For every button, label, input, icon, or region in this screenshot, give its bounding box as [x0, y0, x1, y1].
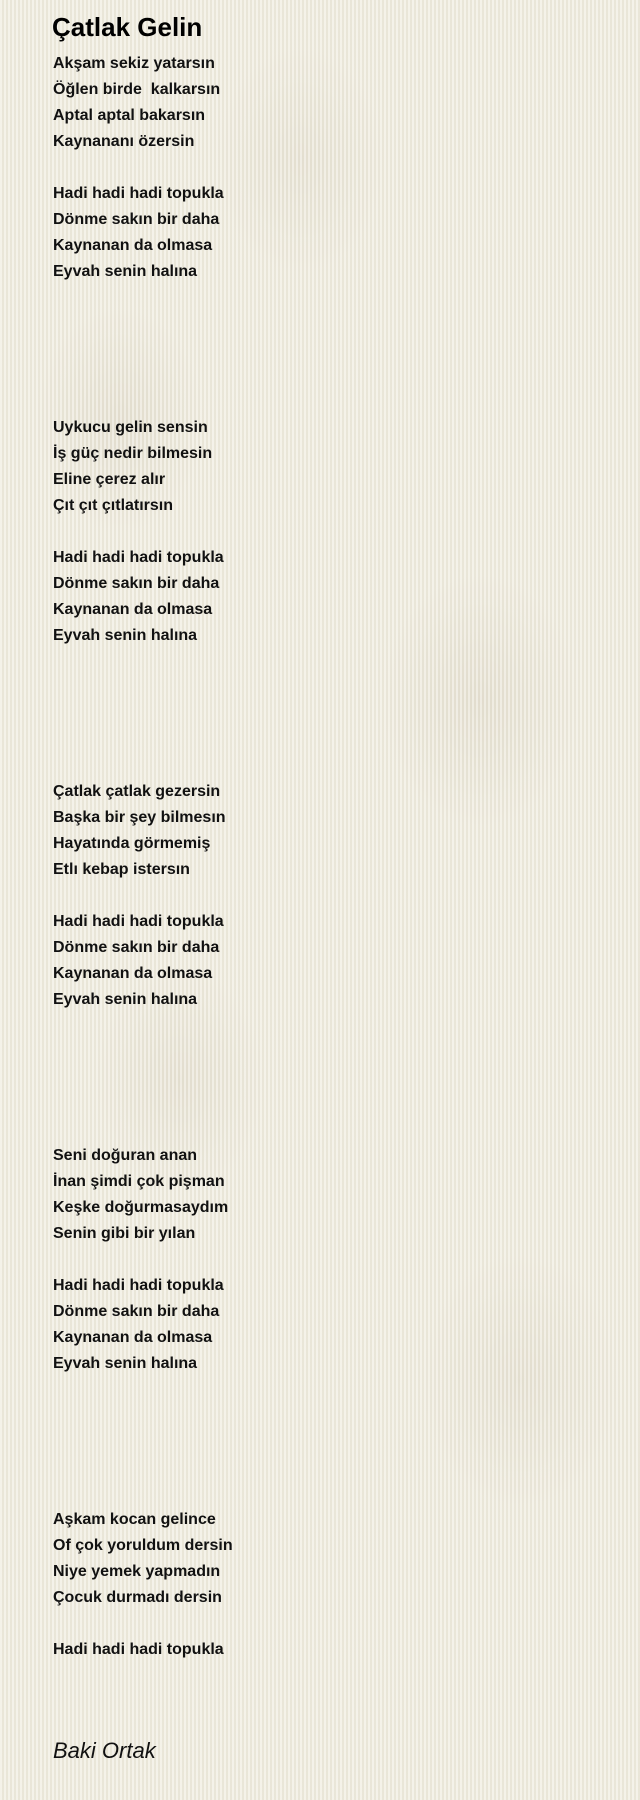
stanza-spacer — [53, 1247, 613, 1273]
poem-line: Aşkam kocan gelince — [53, 1511, 216, 1528]
poem-line: Eyvah senin halına — [53, 627, 198, 644]
poem-line: Dönme sakın bir daha — [53, 575, 220, 592]
stanza-chorus-4 — [53, 1273, 613, 1377]
stanza-verse-2 — [53, 415, 613, 519]
poem-line: Çıt çıt çıtlatırsın — [53, 497, 174, 514]
poem-line: Seni doğuran anan — [53, 1147, 198, 1164]
poem-line: Keşke doğurmasaydım — [53, 1199, 229, 1216]
poem-line: Uykucu gelin sensin — [53, 419, 208, 436]
poem-title: Çatlak Gelin — [52, 12, 203, 42]
poem-line: Dönme sakın bir daha — [53, 1303, 220, 1320]
poem-line: Aptal aptal bakarsın — [53, 107, 206, 124]
stanza-chorus-5 — [53, 1637, 613, 1663]
poem-line: Etlı kebap istersın — [53, 861, 190, 878]
stanza-verse-4 — [53, 1143, 613, 1247]
stanza-spacer — [53, 519, 613, 545]
poem-line: Dönme sakın bir daha — [53, 211, 220, 228]
stanza-chorus-3 — [53, 909, 613, 1013]
stanza-spacer — [53, 883, 613, 909]
poem-line: Eyvah senin halına — [53, 263, 198, 280]
poem-line: Dönme sakın bir daha — [53, 939, 220, 956]
poem-line: Niye yemek yapmadın — [53, 1563, 221, 1580]
stanza-spacer — [53, 285, 613, 415]
poem-line: Öğlen birde kalkarsın — [53, 81, 221, 98]
poem-line: Eyvah senin halına — [53, 991, 198, 1008]
poem-line: Hadi hadi hadi topukla — [53, 1641, 224, 1658]
poem-line: Hayatında görmemiş — [53, 835, 211, 852]
stanza-spacer — [53, 155, 613, 181]
stanza-chorus-1 — [53, 181, 613, 285]
poem-line: Eyvah senin halına — [53, 1355, 198, 1372]
stanza-spacer — [53, 1013, 613, 1143]
poem-line: Kaynanan da olmasa — [53, 237, 213, 254]
stanza-verse-5 — [53, 1507, 613, 1611]
poem-line: Hadi hadi hadi topukla — [53, 1277, 224, 1294]
stanza-verse-3 — [53, 779, 613, 883]
poem-author: Baki Ortak — [53, 1738, 156, 1763]
poem-line: Kaynananı özersin — [53, 133, 195, 150]
poem-line: Kaynanan da olmasa — [53, 1329, 213, 1346]
poem-line: Akşam sekiz yatarsın — [53, 55, 215, 72]
poem-body — [53, 51, 613, 1663]
poem-line: Kaynanan da olmasa — [53, 601, 213, 618]
poem-line: Senin gibi bir yılan — [53, 1225, 196, 1242]
stanza-spacer — [53, 649, 613, 779]
poem-line: Hadi hadi hadi topukla — [53, 185, 224, 202]
poem-line: Of çok yoruldum dersin — [53, 1537, 233, 1554]
poem-line: Kaynanan da olmasa — [53, 965, 213, 982]
stanza-spacer — [53, 1611, 613, 1637]
poem-line: Çatlak çatlak gezersin — [53, 783, 221, 800]
poem-line: İnan şimdi çok pişman — [53, 1173, 225, 1190]
poem-line: İş güç nedir bilmesin — [53, 445, 213, 462]
poem-line: Çocuk durmadı dersin — [53, 1589, 222, 1606]
stanza-verse-1 — [53, 51, 613, 155]
poem-line: Eline çerez alır — [53, 471, 166, 488]
stanza-chorus-2 — [53, 545, 613, 649]
poem-line: Hadi hadi hadi topukla — [53, 913, 224, 930]
poem-line: Başka bir şey bilmesın — [53, 809, 226, 826]
poem-line: Hadi hadi hadi topukla — [53, 549, 224, 566]
stanza-spacer — [53, 1377, 613, 1507]
